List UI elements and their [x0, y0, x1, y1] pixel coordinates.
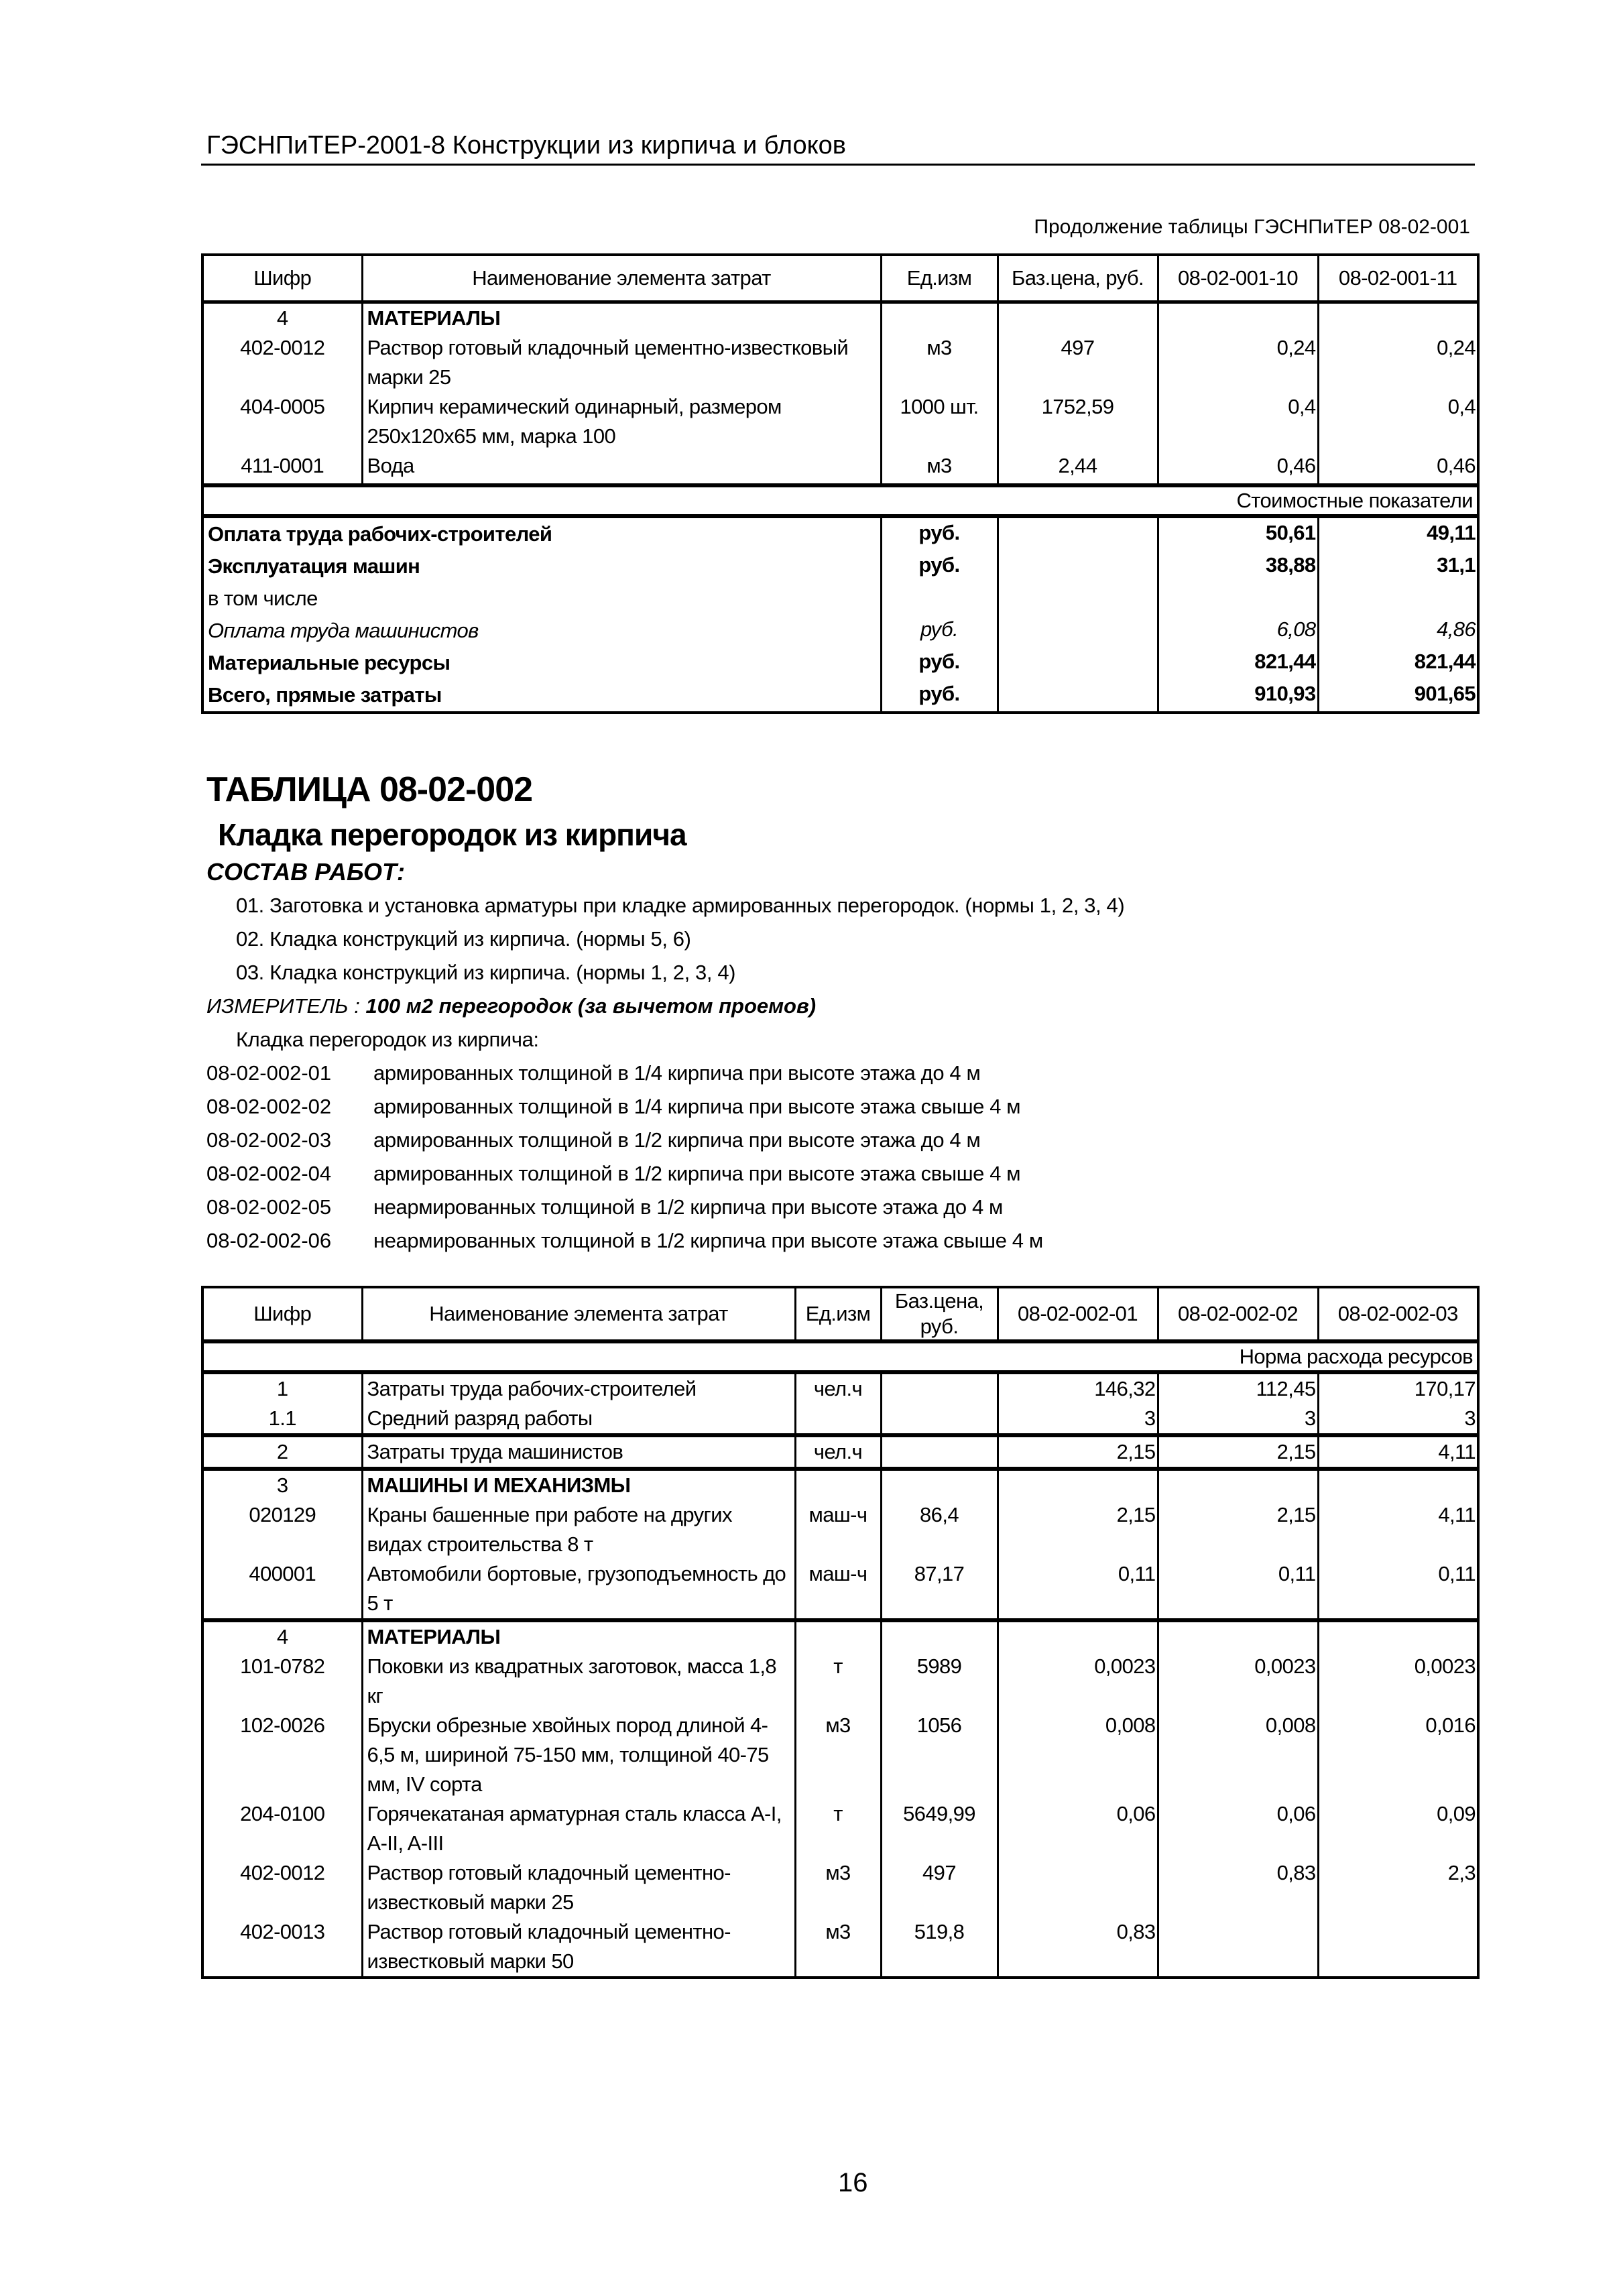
unit-cell: руб. — [881, 516, 998, 550]
running-header: ГЭСНПиТЕР-2001-8 Конструкции из кирпича и блоков — [206, 131, 846, 160]
meter-label: ИЗМЕРИТЕЛЬ : — [206, 994, 360, 1018]
code-cell: 204-0100 — [202, 1799, 362, 1858]
norm-value: 3 — [1318, 1404, 1478, 1435]
code-cell: 020129 — [202, 1500, 362, 1559]
table-row — [202, 451, 1478, 485]
name-cell: Раствор готовый кладочный цементно-известковый марки 25 — [362, 333, 881, 392]
cost-row — [202, 615, 1478, 647]
code-cell: 2 — [202, 1435, 362, 1469]
unit-cell: м3 — [795, 1711, 881, 1799]
unit-cell — [795, 1620, 881, 1652]
norm-code: 08-02-002-03 — [206, 1128, 332, 1152]
norm-value: 112,45 — [1158, 1372, 1318, 1404]
table-title: ТАБЛИЦА 08-02-002 — [206, 770, 533, 809]
works-heading: СОСТАВ РАБОТ: — [206, 858, 405, 886]
table-row — [202, 302, 1478, 333]
norm-description: армированных толщиной в 1/4 кирпича при высоте этажа свыше 4 м — [373, 1095, 1021, 1118]
norm-value — [998, 1469, 1158, 1500]
table-row — [202, 1652, 1478, 1711]
column-header: Наименование элемента затрат — [362, 255, 881, 302]
norm-value — [1318, 302, 1478, 333]
code-cell: 3 — [202, 1469, 362, 1500]
cost-row — [202, 550, 1478, 583]
norm-value: 2,15 — [998, 1435, 1158, 1469]
norm-value — [1318, 1469, 1478, 1500]
norm-value: 0,4 — [1158, 392, 1318, 451]
cost-label: Оплата труда рабочих-строителей — [202, 516, 881, 550]
norm-value — [1318, 1917, 1478, 1978]
table-row — [202, 1500, 1478, 1559]
price-cell: 5989 — [881, 1652, 998, 1711]
unit-cell — [795, 1469, 881, 1500]
norm-description: армированных толщиной в 1/2 кирпича при высоте этажа до 4 м — [373, 1128, 981, 1152]
norm-value: 0,24 — [1318, 333, 1478, 392]
unit-cell: чел.ч — [795, 1372, 881, 1404]
norm-value: 3 — [998, 1404, 1158, 1435]
column-header: 08-02-001-11 — [1318, 255, 1478, 302]
meter-value: 100 м2 перегородок (за вычетом проемов) — [365, 994, 817, 1018]
norm-value: 170,17 — [1318, 1372, 1478, 1404]
table-08-02-001-continued — [201, 253, 1480, 714]
name-cell: Горячекатаная арматурная сталь класса A-I, A-II, A-III — [362, 1799, 795, 1858]
norm-value: 2,15 — [1158, 1500, 1318, 1559]
unit-cell: чел.ч — [795, 1435, 881, 1469]
table-08-02-002 — [201, 1286, 1480, 1979]
name-cell: Раствор готовый кладочный цементно-известковый марки 25 — [362, 1858, 795, 1917]
code-cell: 1.1 — [202, 1404, 362, 1435]
work-item: 03. Кладка конструкций из кирпича. (нормы 1, 2, 3, 4) — [236, 961, 736, 984]
price-cell: 5649,99 — [881, 1799, 998, 1858]
unit-cell — [795, 1404, 881, 1435]
table-continuation-note: Продолжение таблицы ГЭСНПиТЕР 08-02-001 — [1034, 216, 1470, 238]
unit-cell: т — [795, 1799, 881, 1858]
column-header: Наименование элемента затрат — [362, 1287, 795, 1341]
unit-cell: маш-ч — [795, 1559, 881, 1620]
name-cell: Бруски обрезные хвойных пород длиной 4-6,5 м, шириной 75-150 мм, толщиной 40-75 мм, IV сорта — [362, 1711, 795, 1799]
norm-value: 0,24 — [1158, 333, 1318, 392]
norm-value: 0,0023 — [998, 1652, 1158, 1711]
section-band-label: Норма расхода ресурсов — [202, 1341, 1478, 1372]
norm-value: 0,06 — [998, 1799, 1158, 1858]
name-cell: МАШИНЫ И МЕХАНИЗМЫ — [362, 1469, 795, 1500]
price-cell: 2,44 — [998, 451, 1158, 485]
name-cell: Кирпич керамический одинарный, размером 250х120х65 мм, марка 100 — [362, 392, 881, 451]
price-cell: 519,8 — [881, 1917, 998, 1978]
norm-value: 0,0023 — [1318, 1652, 1478, 1711]
cost-value: 901,65 — [1318, 679, 1478, 713]
cost-label: Всего, прямые затраты — [202, 679, 881, 713]
table-row — [202, 1404, 1478, 1435]
column-header: Ед.изм — [795, 1287, 881, 1341]
norm-value: 4,11 — [1318, 1435, 1478, 1469]
price-cell: 497 — [881, 1858, 998, 1917]
column-header: 08-02-002-02 — [1158, 1287, 1318, 1341]
norm-value: 4,11 — [1318, 1500, 1478, 1559]
norm-code: 08-02-002-02 — [206, 1095, 332, 1118]
column-header: 08-02-002-03 — [1318, 1287, 1478, 1341]
unit-cell: маш-ч — [795, 1500, 881, 1559]
price-cell: 1752,59 — [998, 392, 1158, 451]
norm-value: 0,4 — [1318, 392, 1478, 451]
unit-cell: т — [795, 1652, 881, 1711]
norm-value — [1158, 1469, 1318, 1500]
price-cell — [998, 302, 1158, 333]
price-cell — [998, 550, 1158, 583]
norm-value: 0,46 — [1158, 451, 1318, 485]
cost-value: 821,44 — [1158, 647, 1318, 679]
price-cell — [998, 615, 1158, 647]
code-cell: 402-0013 — [202, 1917, 362, 1978]
unit-cell: 1000 шт. — [881, 392, 998, 451]
price-cell — [881, 1620, 998, 1652]
norm-value — [998, 1620, 1158, 1652]
code-cell: 4 — [202, 1620, 362, 1652]
header-rule — [201, 164, 1475, 166]
norm-value: 0,11 — [1158, 1559, 1318, 1620]
cost-value: 910,93 — [1158, 679, 1318, 713]
unit-cell: м3 — [881, 451, 998, 485]
meter-line — [206, 994, 816, 1018]
norm-description: армированных толщиной в 1/2 кирпича при высоте этажа свыше 4 м — [373, 1162, 1021, 1185]
cost-value: 821,44 — [1318, 647, 1478, 679]
column-header: 08-02-001-10 — [1158, 255, 1318, 302]
norm-value: 0,09 — [1318, 1799, 1478, 1858]
column-header: Баз.цена, руб. — [881, 1287, 998, 1341]
name-cell: Затраты труда рабочих-строителей — [362, 1372, 795, 1404]
column-header: 08-02-002-01 — [998, 1287, 1158, 1341]
norm-value: 2,15 — [998, 1500, 1158, 1559]
norm-value: 0,008 — [1158, 1711, 1318, 1799]
norm-description: армированных толщиной в 1/4 кирпича при высоте этажа до 4 м — [373, 1061, 981, 1085]
price-cell: 1056 — [881, 1711, 998, 1799]
table-row — [202, 1559, 1478, 1620]
table-row — [202, 1620, 1478, 1652]
section-band-label: Стоимостные показатели — [202, 485, 1478, 516]
code-cell: 404-0005 — [202, 392, 362, 451]
norm-code: 08-02-002-04 — [206, 1162, 332, 1185]
table-row — [202, 1372, 1478, 1404]
code-cell: 101-0782 — [202, 1652, 362, 1711]
cost-value: 49,11 — [1318, 516, 1478, 550]
table-row — [202, 1435, 1478, 1469]
cost-row — [202, 647, 1478, 679]
unit-cell: руб. — [881, 647, 998, 679]
cost-row — [202, 679, 1478, 713]
norm-description: неармированных толщиной в 1/2 кирпича при высоте этажа до 4 м — [373, 1195, 1003, 1219]
table-row — [202, 333, 1478, 392]
table-subtitle: Кладка перегородок из кирпича — [218, 817, 686, 852]
cost-label: Оплата труда машинистов — [202, 615, 881, 647]
section-band-row — [202, 485, 1478, 516]
code-cell: 400001 — [202, 1559, 362, 1620]
unit-cell: м3 — [881, 333, 998, 392]
name-cell: Краны башенные при работе на других видах строительства 8 т — [362, 1500, 795, 1559]
table-row — [202, 1469, 1478, 1500]
cost-row — [202, 516, 1478, 550]
unit-cell: руб. — [881, 679, 998, 713]
work-item: 02. Кладка конструкций из кирпича. (нормы 5, 6) — [236, 927, 691, 951]
code-cell: 1 — [202, 1372, 362, 1404]
price-cell — [881, 1469, 998, 1500]
norm-value — [998, 1858, 1158, 1917]
unit-cell: м3 — [795, 1917, 881, 1978]
code-cell: 102-0026 — [202, 1711, 362, 1799]
price-cell — [998, 679, 1158, 713]
norms-intro: Кладка перегородок из кирпича: — [236, 1028, 539, 1051]
name-cell: Вода — [362, 451, 881, 485]
norm-value: 0,008 — [998, 1711, 1158, 1799]
norm-value: 0,11 — [1318, 1559, 1478, 1620]
name-cell: Поковки из квадратных заготовок, масса 1,8 кг — [362, 1652, 795, 1711]
unit-cell: руб. — [881, 550, 998, 583]
work-item: 01. Заготовка и установка арматуры при кладке армированных перегородок. (нормы 1, 2, 3, 4) — [236, 894, 1125, 917]
cost-value: 31,1 — [1318, 550, 1478, 583]
name-cell: Затраты труда машинистов — [362, 1435, 795, 1469]
price-cell — [881, 1372, 998, 1404]
norm-value: 0,016 — [1318, 1711, 1478, 1799]
cost-row — [202, 583, 1478, 615]
table-row — [202, 392, 1478, 451]
norm-value: 0,83 — [1158, 1858, 1318, 1917]
cost-value — [1158, 583, 1318, 615]
norm-code: 08-02-002-05 — [206, 1195, 332, 1219]
norm-value: 3 — [1158, 1404, 1318, 1435]
cost-value: 4,86 — [1318, 615, 1478, 647]
cost-label: Эксплуатация машин — [202, 550, 881, 583]
name-cell: Автомобили бортовые, грузоподъемность до 5 т — [362, 1559, 795, 1620]
norm-description: неармированных толщиной в 1/2 кирпича при высоте этажа свыше 4 м — [373, 1229, 1043, 1252]
code-cell: 411-0001 — [202, 451, 362, 485]
table-row — [202, 1711, 1478, 1799]
column-header: Баз.цена, руб. — [998, 255, 1158, 302]
unit-cell: руб. — [881, 615, 998, 647]
norm-value — [1158, 1917, 1318, 1978]
table-row — [202, 1917, 1478, 1978]
norm-value — [1158, 1620, 1318, 1652]
price-cell: 86,4 — [881, 1500, 998, 1559]
norm-value — [1158, 302, 1318, 333]
cost-value: 50,61 — [1158, 516, 1318, 550]
code-cell: 4 — [202, 302, 362, 333]
table-row — [202, 1799, 1478, 1858]
price-cell — [998, 647, 1158, 679]
column-header: Шифр — [202, 1287, 362, 1341]
page-number: 16 — [838, 2168, 868, 2197]
norm-value: 0,46 — [1318, 451, 1478, 485]
norm-value: 0,83 — [998, 1917, 1158, 1978]
price-cell — [881, 1435, 998, 1469]
name-cell: МАТЕРИАЛЫ — [362, 1620, 795, 1652]
name-cell: Средний разряд работы — [362, 1404, 795, 1435]
cost-label: Материальные ресурсы — [202, 647, 881, 679]
price-cell: 497 — [998, 333, 1158, 392]
norm-value: 2,3 — [1318, 1858, 1478, 1917]
section-band-row — [202, 1341, 1478, 1372]
cost-value: 38,88 — [1158, 550, 1318, 583]
unit-cell — [881, 302, 998, 333]
norm-code: 08-02-002-01 — [206, 1061, 332, 1085]
norm-value: 0,11 — [998, 1559, 1158, 1620]
unit-cell — [881, 583, 998, 615]
price-cell: 87,17 — [881, 1559, 998, 1620]
code-cell: 402-0012 — [202, 1858, 362, 1917]
column-header: Шифр — [202, 255, 362, 302]
price-cell — [998, 516, 1158, 550]
cost-value — [1318, 583, 1478, 615]
table-row — [202, 1858, 1478, 1917]
norm-code: 08-02-002-06 — [206, 1229, 332, 1252]
norm-value: 2,15 — [1158, 1435, 1318, 1469]
column-header: Ед.изм — [881, 255, 998, 302]
cost-value: 6,08 — [1158, 615, 1318, 647]
unit-cell: м3 — [795, 1858, 881, 1917]
price-cell — [998, 583, 1158, 615]
norm-value: 0,06 — [1158, 1799, 1318, 1858]
norm-value: 0,0023 — [1158, 1652, 1318, 1711]
norm-value: 146,32 — [998, 1372, 1158, 1404]
name-cell: МАТЕРИАЛЫ — [362, 302, 881, 333]
norm-value — [1318, 1620, 1478, 1652]
price-cell — [881, 1404, 998, 1435]
code-cell: 402-0012 — [202, 333, 362, 392]
name-cell: Раствор готовый кладочный цементно-известковый марки 50 — [362, 1917, 795, 1978]
cost-label: в том числе — [202, 583, 881, 615]
